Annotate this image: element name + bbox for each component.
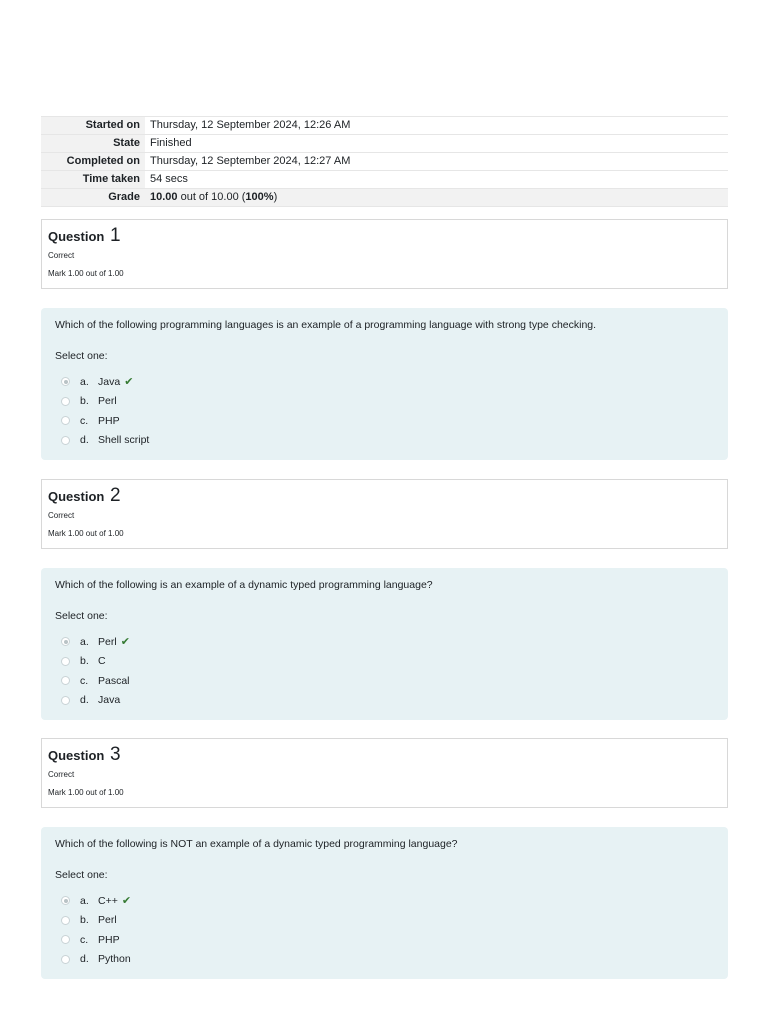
grade-middle: out of 10.00 ( bbox=[177, 191, 246, 203]
radio-unselected[interactable] bbox=[61, 935, 70, 944]
answer-letter: c. bbox=[80, 674, 89, 687]
question-mark: Mark 1.00 out of 1.00 bbox=[48, 269, 124, 278]
answer-text: Java bbox=[98, 694, 121, 707]
answer-letter: c. bbox=[80, 414, 89, 427]
summary-label: State bbox=[41, 135, 145, 152]
radio-selected[interactable] bbox=[61, 896, 70, 905]
question-title bbox=[48, 744, 721, 767]
answer-list bbox=[55, 891, 714, 969]
summary-label: Completed on bbox=[41, 153, 145, 170]
summary-row-time-taken bbox=[41, 171, 728, 189]
answer-letter: d. bbox=[80, 694, 89, 707]
question-mark: Mark 1.00 out of 1.00 bbox=[48, 529, 124, 538]
check-icon: ✔ bbox=[120, 636, 130, 649]
summary-row-grade bbox=[41, 189, 728, 207]
answer-list bbox=[55, 372, 714, 450]
answer-letter: a. bbox=[80, 635, 89, 648]
answer-option[interactable] bbox=[55, 652, 714, 672]
answer-letter: c. bbox=[80, 933, 89, 946]
question-number: 1 bbox=[109, 225, 121, 246]
summary-value: Thursday, 12 September 2024, 12:26 AM bbox=[145, 117, 728, 134]
question-content-3 bbox=[41, 827, 728, 979]
answer-text: Python bbox=[98, 953, 131, 966]
answer-text: C++ bbox=[98, 894, 118, 907]
summary-row-state bbox=[41, 135, 728, 153]
answer-text: Shell script bbox=[98, 434, 150, 447]
select-prompt: Select one: bbox=[55, 610, 108, 622]
summary-value: 54 secs bbox=[145, 171, 728, 188]
answer-text: Java bbox=[98, 375, 121, 388]
answer-letter: b. bbox=[80, 914, 89, 927]
question-text: Which of the following is an example of a dynamic typed programming language? bbox=[55, 579, 433, 591]
summary-label: Grade bbox=[41, 189, 145, 206]
answer-letter: a. bbox=[80, 894, 89, 907]
question-title bbox=[48, 485, 721, 508]
question-info-1 bbox=[41, 219, 728, 289]
answer-text: C bbox=[98, 655, 106, 668]
question-word: Question bbox=[48, 489, 105, 504]
answer-letter: d. bbox=[80, 434, 89, 447]
answer-option[interactable] bbox=[55, 911, 714, 931]
grade-score: 10.00 bbox=[150, 191, 178, 203]
question-mark: Mark 1.00 out of 1.00 bbox=[48, 788, 124, 797]
question-title bbox=[48, 225, 721, 248]
check-icon: ✔ bbox=[121, 895, 132, 908]
radio-unselected[interactable] bbox=[61, 436, 70, 445]
question-text: Which of the following is NOT an example of a dynamic typed programming language? bbox=[55, 838, 458, 850]
answer-text: Perl bbox=[98, 914, 117, 927]
summary-value: Finished bbox=[145, 135, 728, 152]
answer-option[interactable] bbox=[55, 632, 714, 652]
radio-unselected[interactable] bbox=[61, 397, 70, 406]
question-number: 2 bbox=[109, 485, 121, 506]
summary-value: Thursday, 12 September 2024, 12:27 AM bbox=[145, 153, 728, 170]
summary-row-started bbox=[41, 117, 728, 135]
answer-option[interactable] bbox=[55, 691, 714, 711]
question-word: Question bbox=[48, 748, 105, 763]
radio-selected[interactable] bbox=[61, 637, 70, 646]
answer-option[interactable] bbox=[55, 392, 714, 412]
question-state: Correct bbox=[48, 251, 75, 260]
radio-unselected[interactable] bbox=[61, 657, 70, 666]
question-info-2 bbox=[41, 479, 728, 549]
radio-unselected[interactable] bbox=[61, 676, 70, 685]
answer-letter: d. bbox=[80, 953, 89, 966]
answer-option[interactable] bbox=[55, 891, 714, 911]
radio-unselected[interactable] bbox=[61, 916, 70, 925]
answer-option[interactable] bbox=[55, 950, 714, 970]
answer-text: PHP bbox=[98, 933, 120, 946]
question-state: Correct bbox=[48, 511, 75, 520]
grade-percent: 100% bbox=[245, 191, 274, 203]
answer-option[interactable] bbox=[55, 930, 714, 950]
summary-row-completed bbox=[41, 153, 728, 171]
check-icon: ✔ bbox=[124, 376, 134, 389]
question-state: Correct bbox=[48, 770, 75, 779]
summary-label: Started on bbox=[41, 117, 145, 134]
question-info-3 bbox=[41, 738, 728, 808]
attempt-summary-table bbox=[41, 116, 728, 207]
answer-text: Perl bbox=[98, 635, 117, 648]
answer-option[interactable] bbox=[55, 372, 714, 392]
answer-text: Perl bbox=[98, 395, 117, 408]
answer-text: Pascal bbox=[98, 674, 130, 687]
select-prompt: Select one: bbox=[55, 869, 108, 881]
answer-option[interactable] bbox=[55, 411, 714, 431]
answer-option[interactable] bbox=[55, 431, 714, 451]
grade-end: ) bbox=[273, 191, 278, 203]
radio-unselected[interactable] bbox=[61, 696, 70, 705]
question-content-2 bbox=[41, 568, 728, 720]
question-content-1 bbox=[41, 308, 728, 460]
question-word: Question bbox=[48, 229, 105, 244]
answer-letter: b. bbox=[80, 655, 89, 668]
question-number: 3 bbox=[109, 744, 121, 765]
radio-selected[interactable] bbox=[61, 377, 70, 386]
radio-unselected[interactable] bbox=[61, 416, 70, 425]
answer-text: PHP bbox=[98, 414, 120, 427]
question-text: Which of the following programming languages is an example of a programming language with strong type checking. bbox=[55, 319, 597, 331]
answer-list bbox=[55, 632, 714, 710]
answer-option[interactable] bbox=[55, 671, 714, 691]
answer-letter: b. bbox=[80, 395, 89, 408]
answer-letter: a. bbox=[80, 375, 89, 388]
radio-unselected[interactable] bbox=[61, 955, 70, 964]
summary-label: Time taken bbox=[41, 171, 145, 188]
grade-value bbox=[145, 189, 728, 206]
select-prompt: Select one: bbox=[55, 350, 108, 362]
